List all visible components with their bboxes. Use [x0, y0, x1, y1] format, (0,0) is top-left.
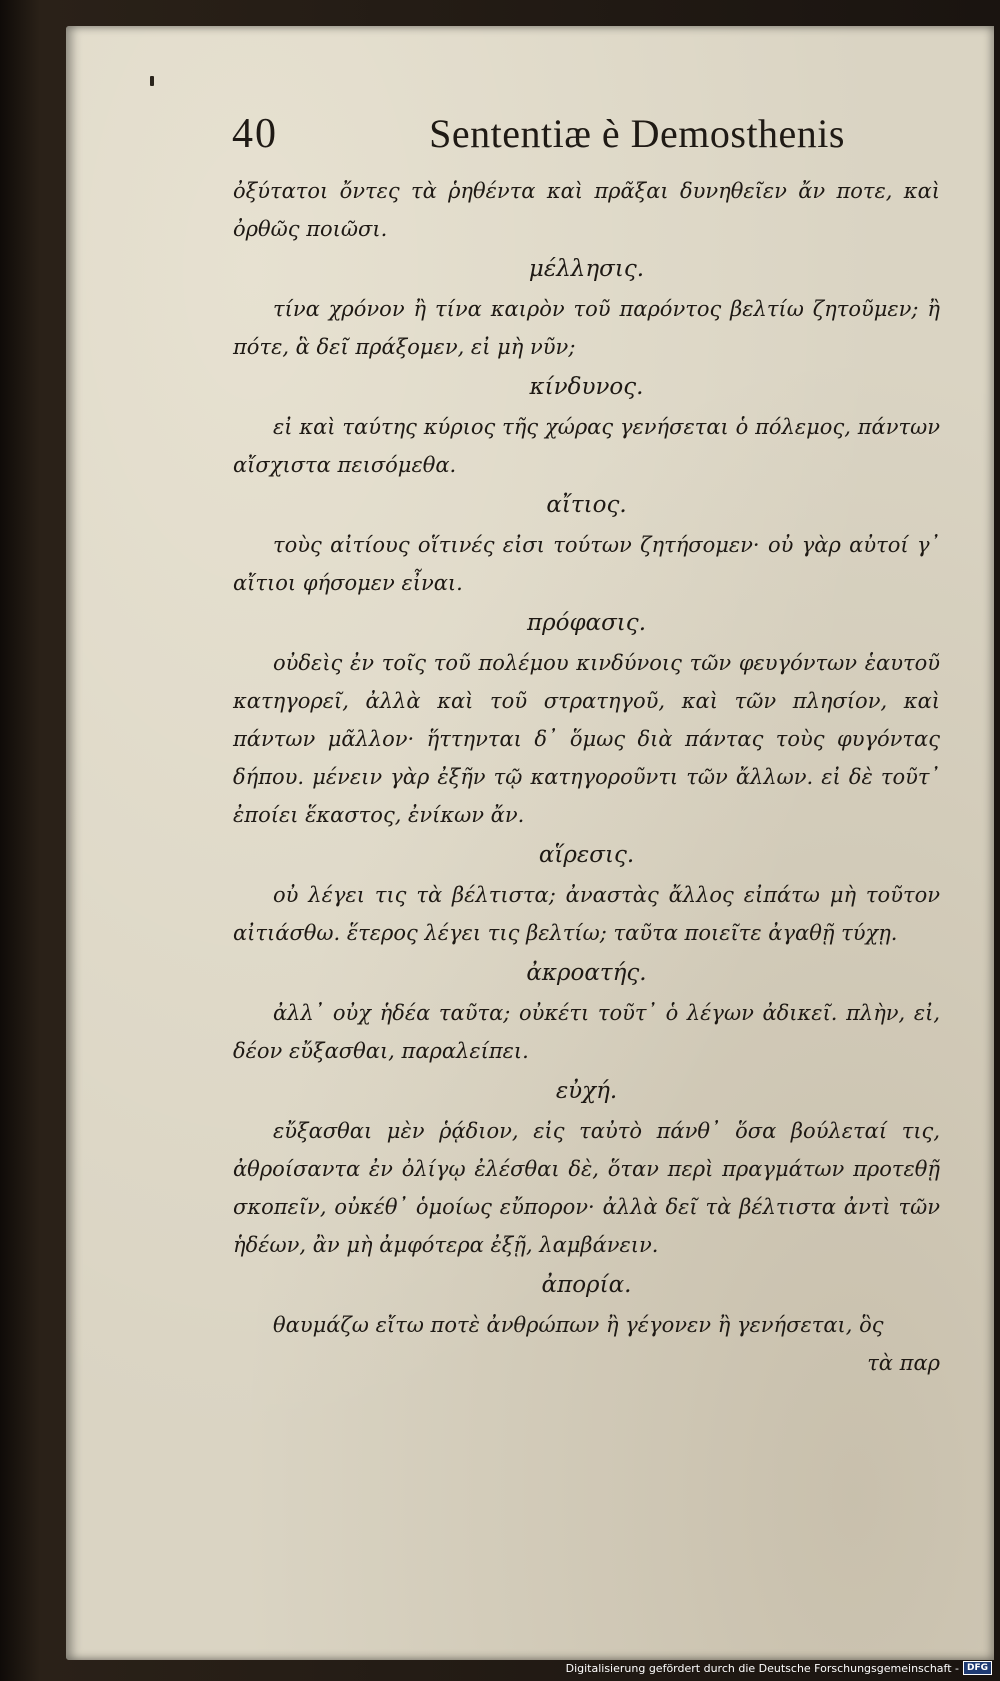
paragraph: οὐδεὶς ἐν τοῖς τοῦ πολέμου κινδύνοις τῶν φευγόντων ἑαυτοῦ κατηγορεῖ, ἀλλὰ καὶ τοῦ στρατηγοῦ, καὶ τῶν πλησίον, καὶ πάντων μᾶλλον· ἥττηνται δ᾽ ὅμως διὰ πάντας τοὺς φυγόντας δήπου. μένειν γὰρ ἐξῆν τῷ κατηγοροῦντι τῶν ἄλλων. εἰ δὲ τοῦτ᾽ ἐποίει ἕκαστος, ἐνίκων ἄν.: [233, 651, 940, 827]
section-heading: πρόφασις.: [526, 610, 647, 636]
running-head: Sententiæ è Demosthenis: [429, 111, 845, 156]
section-heading: κίνδυνος.: [529, 374, 644, 400]
paragraph: οὐ λέγει τις τὰ βέλτιστα; ἀναστὰς ἄλλος εἰπάτω μὴ τοῦτον αἰτιάσθω. ἕτερος λέγει τις βελτίω; ταῦτα ποιεῖτε ἀγαθῇ τύχῃ.: [233, 883, 940, 945]
page-number: 40: [232, 111, 278, 157]
page-header: [232, 110, 845, 160]
digitization-credit: [566, 1659, 992, 1677]
paragraph: ἀλλ᾽ οὐχ ἡδέα ταῦτα; οὐκέτι τοῦτ᾽ ὁ λέγων ἀδικεῖ. πλὴν, εἰ, δέον εὔξασθαι, παραλείπει.: [233, 1001, 940, 1063]
paragraph: εὔξασθαι μὲν ῥᾴδιον, εἰς ταὐτὸ πάνθ᾽ ὅσα βούλεταί τις, ἀθροίσαντα ἐν ὀλίγῳ ἐλέσθαι δὲ, ὅταν περὶ πραγμάτων προτεθῇ σκοπεῖν, οὐκέθ᾽ ὁμοίως εὔπορον· ἀλλὰ δεῖ τὰ βέλτιστα ἀντὶ τῶν ἡδέων, ἂν μὴ ἀμφότερα ἐξῇ, λαμβάνειν.: [233, 1119, 940, 1257]
section-heading: εὐχή.: [555, 1078, 618, 1104]
section-heading: μέλλησις.: [528, 256, 645, 282]
section-heading: ἀκροατής.: [526, 960, 647, 986]
catchword: τὰ παρ: [867, 1351, 940, 1375]
section-heading: αἴτιος.: [546, 492, 627, 518]
page-text: [233, 172, 940, 1382]
section-heading: αἵρεσις.: [538, 842, 635, 868]
paragraph: τίνα χρόνον ἢ τίνα καιρὸν τοῦ παρόντος βελτίω ζητοῦμεν; ἢ πότε, ἃ δεῖ πράξομεν, εἰ μὴ νῦν;: [233, 297, 940, 359]
credit-text: Digitalisierung gefördert durch die Deutsche Forschungsgemeinschaft -: [565, 1661, 959, 1675]
section-heading: ἀπορία.: [541, 1272, 632, 1298]
dfg-logo: DFG: [963, 1661, 992, 1675]
paragraph: θαυμάζω εἴτω ποτὲ ἀνθρώπων ἢ γέγονεν ἢ γενήσεται, ὃς: [273, 1313, 884, 1337]
paragraph: ὀξύτατοι ὄντες τὰ ῥηθέντα καὶ πρᾶξαι δυνηθεῖεν ἄν ποτε, καὶ ὀρθῶς ποιῶσι.: [233, 179, 940, 241]
margin-mark: [150, 76, 154, 86]
paragraph: εἰ καὶ ταύτης κύριος τῆς χώρας γενήσεται ὁ πόλεμος, πάντων αἴσχιστα πεισόμεθα.: [233, 415, 940, 477]
paragraph: τοὺς αἰτίους οἵτινές εἰσι τούτων ζητήσομεν· οὐ γὰρ αὐτοί γ᾽ αἴτιοι φήσομεν εἶναι.: [233, 533, 940, 595]
